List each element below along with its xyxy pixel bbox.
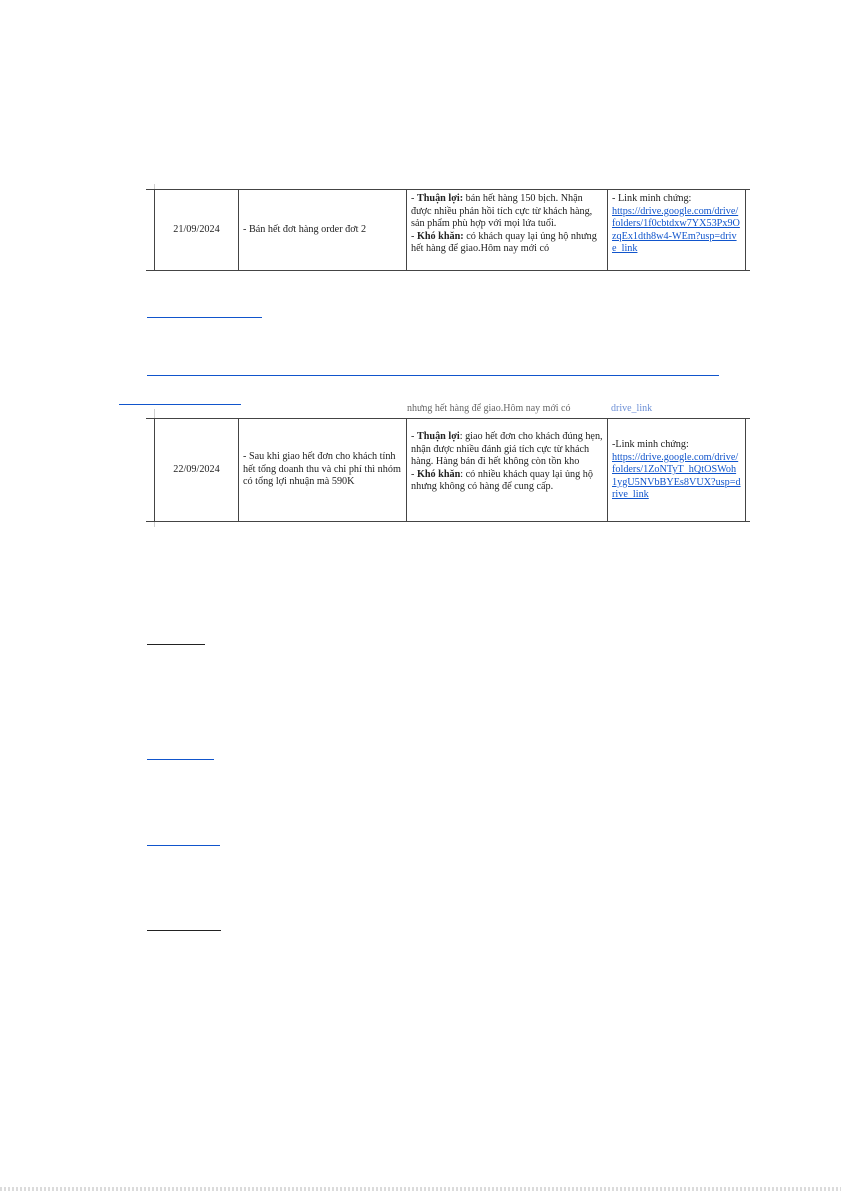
task-cell: - Bán hết đơt hàng order đơt 2 bbox=[239, 190, 407, 270]
pros-label: Thuận lợi bbox=[416, 431, 460, 442]
link-underline bbox=[147, 845, 220, 846]
link-underline bbox=[147, 317, 262, 318]
date-cell: 22/09/2024 bbox=[154, 419, 239, 521]
notes-cell: - Thuận lợi: giao hết đơn cho khách đúng hẹn, nhận được nhiều đánh giá tích cực từ khách hàng. Hàng bán đi hết không còn tồn kho - Khó khăn: có nhiều khách quay lại ủng hộ nhưng không có hàng để cung cấp. bbox=[407, 419, 608, 521]
cons-text: có khách quay lại ủng hộ nhưng hết hàng để giao.Hôm nay mới có bbox=[411, 230, 597, 255]
pros-label: Thuận lợi: bbox=[416, 193, 464, 204]
cutoff-text: nhưng hết hàng để giao.Hôm nay mới có bbox=[407, 403, 571, 414]
cons-text: : có nhiều khách quay lại ủng hộ nhưng không có hàng để cung cấp. bbox=[411, 468, 593, 493]
table-row bbox=[146, 189, 750, 271]
evidence-link[interactable]: https://drive.google.com/drive/folders/1ZoNTyT_hQtOSWoh1ygU5NVbBYEs8VUX?usp=drive_link bbox=[612, 451, 741, 501]
table-row bbox=[146, 418, 750, 522]
pros-text: bán hết hàng 150 bịch. Nhận được nhiều phản hồi tích cực từ khách hàng, sản phẩm phù hợp với mọi lứa tuổi. bbox=[411, 193, 593, 230]
link-underline bbox=[119, 404, 241, 405]
link-cell bbox=[608, 419, 746, 521]
notes-cell: - Thuận lợi: bán hết hàng 150 bịch. Nhận được nhiều phản hồi tích cực từ khách hàng, sản phẩm phù hợp với mọi lứa tuổi. - Khó khăn: có khách quay lại ủng hộ nhưng hết hàng để giao.Hôm nay mới có bbox=[407, 190, 608, 270]
link-underline bbox=[147, 375, 719, 376]
table-screenshot-2 bbox=[146, 403, 750, 527]
link-label: -Link minh chứng: bbox=[612, 439, 689, 450]
link-cell bbox=[608, 190, 746, 270]
heading-underline bbox=[147, 930, 221, 931]
table-screenshot-1 bbox=[146, 184, 750, 260]
page-bottom-edge bbox=[0, 1187, 841, 1191]
cons-label: Khó khăn bbox=[416, 468, 461, 480]
pros-text: : giao hết đơn cho khách đúng hẹn, nhận được nhiều đánh giá tích cực từ khách hàng. Hàng bán đi hết không còn tồn kho bbox=[411, 431, 603, 468]
heading-underline bbox=[147, 644, 205, 645]
link-underline bbox=[147, 759, 214, 760]
date-cell: 21/09/2024 bbox=[154, 190, 239, 270]
link-label: - Link minh chứng: bbox=[612, 193, 692, 204]
cutoff-link: drive_link bbox=[611, 403, 653, 414]
task-cell: - Sau khi giao hết đơn cho khách tính hết tổng doanh thu và chi phí thì nhóm có tổng lợi nhuận mà 590K bbox=[239, 419, 407, 521]
cons-label: Khó khăn: bbox=[416, 230, 464, 242]
evidence-link[interactable]: https://drive.google.com/drive/folders/1f0cbtdxw7YX53Px9OzqEx1dth8w4-WEm?usp=drive_link bbox=[612, 205, 740, 255]
